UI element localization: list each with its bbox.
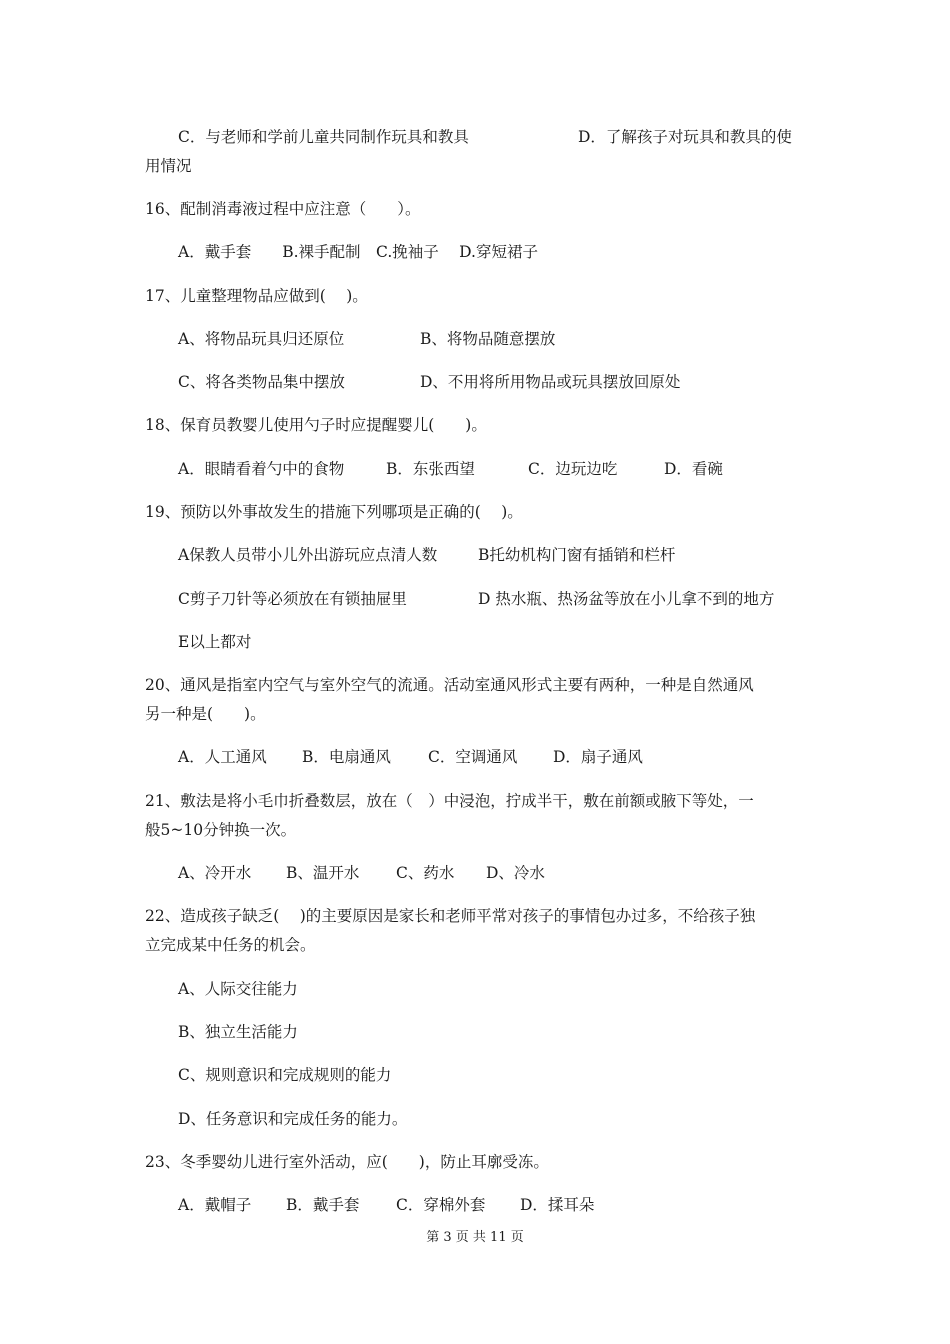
option-text: D、不用将所用物品或玩具摆放回原处 bbox=[420, 373, 681, 391]
question-text: 17、儿童整理物品应做到( )。 bbox=[145, 287, 368, 305]
option-text: A．戴手套 B.裸手配制 C.挽袖子 D.穿短裙子 bbox=[178, 243, 538, 261]
option-text: C．与老师和学前儿童共同制作玩具和教具 bbox=[178, 128, 469, 146]
question-text: 22、造成孩子缺乏( )的主要原因是家长和老师平常对孩子的事情包办过多，不给孩子独 bbox=[145, 907, 756, 925]
option-text: B．东张西望 bbox=[386, 460, 475, 478]
option-text: A．眼睛看着勺中的食物 bbox=[178, 460, 345, 478]
option-text: C．穿棉外套 bbox=[396, 1196, 486, 1214]
question-text: 18、保育员教婴儿使用勺子时应提醒婴儿( )。 bbox=[145, 416, 487, 434]
question-text: 23、冬季婴幼儿进行室外活动，应( )，防止耳廓受冻。 bbox=[145, 1153, 549, 1171]
option-text: B．电扇通风 bbox=[302, 748, 391, 766]
option-text: B、将物品随意摆放 bbox=[420, 330, 556, 348]
question-text: 16、配制消毒液过程中应注意（ ）。 bbox=[145, 200, 421, 218]
question-text: 立完成某中任务的机会。 bbox=[145, 936, 316, 954]
option-text: A保教人员带小儿外出游玩应点清人数 bbox=[178, 546, 438, 564]
page-footer: 第 3 页 共 11 页 bbox=[426, 1230, 524, 1245]
option-text: B托幼机构门窗有插销和栏杆 bbox=[478, 546, 676, 564]
option-text: A．戴帽子 bbox=[178, 1196, 252, 1214]
question-text: 另一种是( )。 bbox=[145, 705, 266, 723]
option-text: A、冷开水 bbox=[178, 864, 252, 882]
option-text: B、温开水 bbox=[286, 864, 360, 882]
option-text: 用情况 bbox=[145, 157, 192, 175]
option-text: C、药水 bbox=[396, 864, 455, 882]
option-text: A、将物品玩具归还原位 bbox=[178, 330, 345, 348]
option-text: C、将各类物品集中摆放 bbox=[178, 373, 345, 391]
option-text: C剪子刀针等必须放在有锁抽屉里 bbox=[178, 590, 407, 608]
option-text: C．空调通风 bbox=[428, 748, 518, 766]
option-text: B．戴手套 bbox=[286, 1196, 360, 1214]
option-text: C、规则意识和完成规则的能力 bbox=[178, 1066, 392, 1084]
question-text: 19、预防以外事故发生的措施下列哪项是正确的( )。 bbox=[145, 503, 523, 521]
option-text: D．看碗 bbox=[664, 460, 723, 478]
option-text: E以上都对 bbox=[178, 633, 252, 651]
option-text: D、任务意识和完成任务的能力。 bbox=[178, 1110, 408, 1128]
question-text: 般5~10分钟换一次。 bbox=[145, 821, 297, 839]
option-text: D．揉耳朵 bbox=[520, 1196, 595, 1214]
question-text: 21、敷法是将小毛巾折叠数层，放在（ ）中浸泡，拧成半干，敷在前额或腋下等处，一 bbox=[145, 792, 754, 810]
question-text: 20、通风是指室内空气与室外空气的流通。活动室通风形式主要有两种，一种是自然通风 bbox=[145, 676, 754, 694]
option-text: D．扇子通风 bbox=[553, 748, 643, 766]
option-text: A、人际交往能力 bbox=[178, 980, 298, 998]
option-text: B、独立生活能力 bbox=[178, 1023, 298, 1041]
option-text: A．人工通风 bbox=[178, 748, 267, 766]
option-text: D 热水瓶、热汤盆等放在小儿拿不到的地方 bbox=[478, 590, 775, 608]
option-text: D、冷水 bbox=[486, 864, 545, 882]
option-text: C．边玩边吃 bbox=[528, 460, 618, 478]
option-text: D．了解孩子对玩具和教具的使 bbox=[578, 128, 792, 146]
